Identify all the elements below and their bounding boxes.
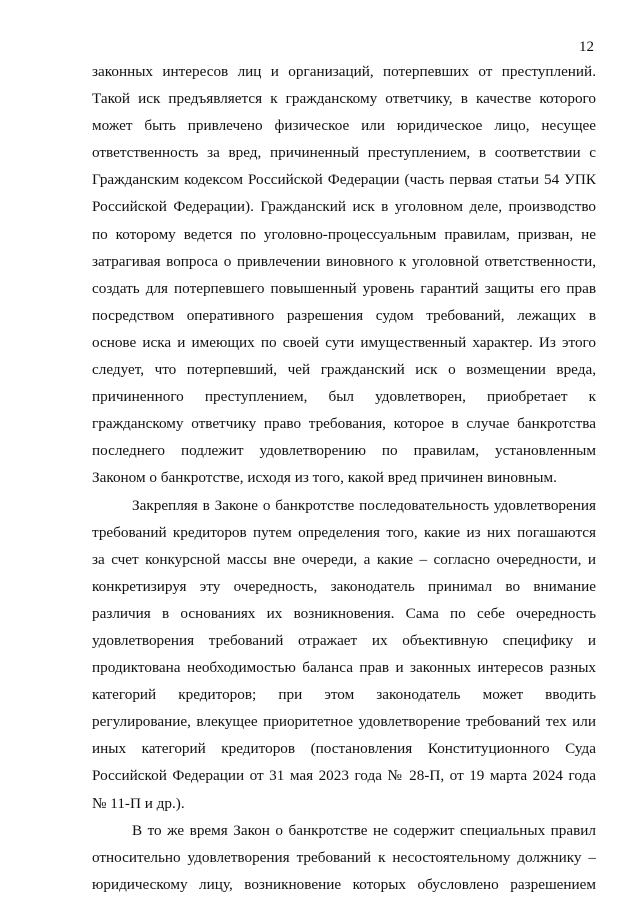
text-line: требований кредиторов путем определения того, какие из них погашаются	[92, 523, 596, 541]
text-line: Такой иск предъявляется к гражданскому ответчику, в качестве которого	[92, 90, 596, 108]
text-line: по которому ведется по уголовно-процессуальным правилам, призван, не	[92, 225, 596, 243]
text-line: продиктована необходимостью баланса прав и законных интересов разных	[92, 659, 596, 677]
text-line: Российской Федерации от 31 мая 2023 года № 28-П, от 19 марта 2024 года	[92, 767, 596, 785]
text-line: может быть привлечено физическое или юридическое лицо, несущее	[92, 117, 596, 135]
text-line: за счет конкурсной массы вне очереди, а какие – согласно очередности, и	[92, 550, 596, 568]
text-line: следует, что потерпевший, чей гражданский иск о возмещении вреда,	[92, 361, 596, 379]
page-number: 12	[579, 39, 594, 55]
text-line: юридическому лицу, возникновение которых обусловлено разрешением	[92, 875, 596, 893]
text-line: Российской Федерации). Гражданский иск в уголовном деле, производство	[92, 198, 596, 216]
text-line: иных категорий кредиторов (постановления Конституционного Суда	[92, 740, 596, 758]
text-line: Законом о банкротстве, исходя из того, какой вред причинен виновным.	[92, 469, 557, 487]
text-line: Гражданским кодексом Российской Федерации (часть первая статьи 54 УПК	[92, 171, 596, 189]
text-line: № 11-П и др.).	[92, 794, 185, 812]
text-line: конкретизируя эту очередность, законодатель принимал во внимание	[92, 577, 596, 595]
text-line: различия в основаниях их возникновения. Сама по себе очередность	[92, 604, 596, 622]
text-line: ответственность за вред, причиненный преступлением, в соответствии с	[92, 144, 596, 162]
paragraph	[92, 817, 596, 898]
text-line: категорий кредиторов; при этом законодатель может вводить	[92, 686, 596, 704]
document-body	[92, 58, 596, 898]
text-line: причиненного преступлением, был удовлетворен, приобретает к	[92, 388, 596, 406]
text-line: посредством оперативного разрешения судом требований, лежащих в	[92, 306, 596, 324]
text-line: регулирование, влекущее приоритетное удовлетворение требований тех или	[92, 713, 596, 731]
paragraph	[92, 492, 596, 817]
text-line: Закрепляя в Законе о банкротстве последовательность удовлетворения	[132, 496, 596, 514]
text-line: В то же время Закон о банкротстве не содержит специальных правил	[132, 821, 596, 839]
text-line: относительно удовлетворения требований к несостоятельному должнику –	[92, 848, 596, 866]
text-line: создать для потерпевшего повышенный уровень гарантий защиты его прав	[92, 279, 596, 297]
paragraph	[92, 58, 596, 492]
text-line: затрагивая вопроса о привлечении виновного к уголовной ответственности,	[92, 252, 596, 270]
text-line: основе иска и имеющих по своей сути имущественный характер. Из этого	[92, 333, 596, 351]
text-line: гражданскому ответчику право требования, которое в случае банкротства	[92, 415, 596, 433]
text-line: последнего подлежит удовлетворению по правилам, установленным	[92, 442, 596, 460]
text-line: законных интересов лиц и организаций, потерпевших от преступлений.	[92, 63, 596, 80]
text-line: удовлетворения требований отражает их объективную специфику и	[92, 631, 596, 649]
